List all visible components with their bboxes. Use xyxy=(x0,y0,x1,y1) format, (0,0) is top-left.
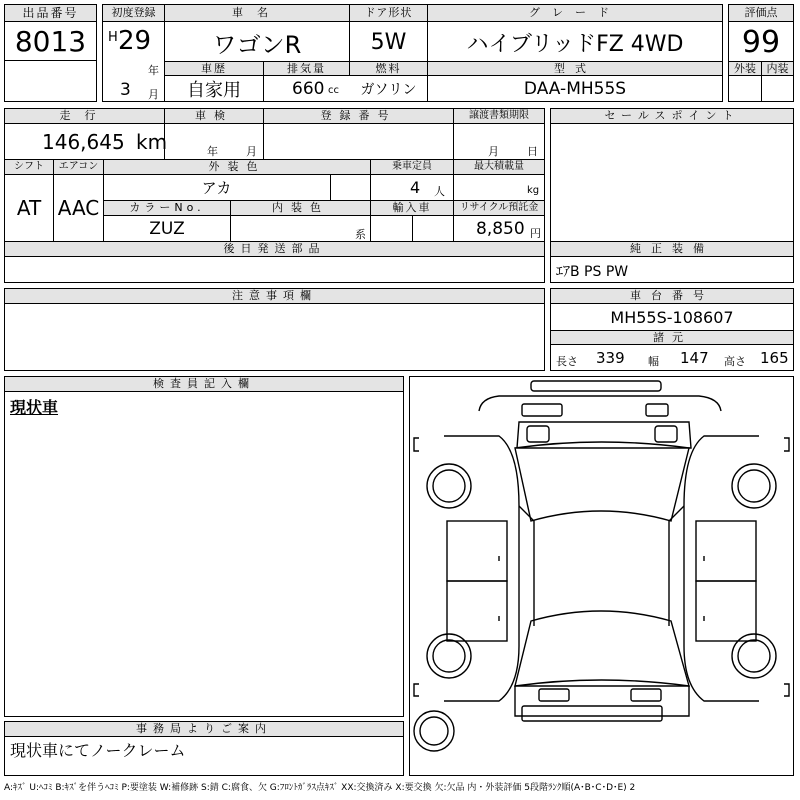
reg-year: 29 xyxy=(118,26,152,56)
inspection-year-unit: 年 xyxy=(207,145,218,158)
aircon-value: AAC xyxy=(57,196,100,220)
transfer-label: 譲渡書類期限 xyxy=(453,108,545,124)
lot-number: 8013 xyxy=(14,24,87,58)
height-label: 高さ xyxy=(724,355,746,368)
displacement-value: 660 xyxy=(292,79,325,99)
history-value: 自家用 xyxy=(187,80,241,101)
car-name-label: 車名 xyxy=(164,4,350,22)
score-value: 99 xyxy=(741,24,781,60)
shift-label: シフト xyxy=(4,159,54,175)
reg-number-label: 登録番号 xyxy=(263,108,454,124)
ext-color-label: 外装色 xyxy=(103,159,371,175)
ext-color-value: アカ xyxy=(201,179,232,197)
height-value: 165 xyxy=(760,349,789,367)
score-label: 評価点 xyxy=(728,4,794,22)
model-label: 型式 xyxy=(427,61,723,76)
genuine-value: ｴｱB PS PW xyxy=(556,264,629,280)
transfer-day-unit: 日 xyxy=(527,145,538,158)
reg-year-unit: 年 xyxy=(148,64,159,77)
car-name: ワゴンR xyxy=(212,30,302,59)
recycle-unit: 円 xyxy=(530,227,541,240)
int-color-unit: 系 xyxy=(355,228,366,241)
legend-text: A:ｷｽﾞ U:ﾍｺﾐ B:ｷｽﾞを伴うﾍｺﾐ P:要塗装 W:補修跡 S:錆 C:腐食、欠 G:ﾌﾛﾝﾄｶﾞﾗｽ点ｷｽﾞ XX:交換済み X:要交換 欠:欠品 内・外装評価 5段階ﾗﾝｸ順(A･B･C･D･E) 2 xyxy=(4,783,636,793)
mileage-unit: km xyxy=(136,130,168,154)
inspector-note: 現状車 xyxy=(10,398,59,417)
notes-label: 注意事項欄 xyxy=(4,288,545,304)
chassis-label: 車台番号 xyxy=(550,288,794,304)
genuine-label: 純正装備 xyxy=(550,241,794,257)
capacity-value: 4 xyxy=(410,178,421,197)
capacity-unit: 人 xyxy=(434,185,445,198)
door-shape: 5W xyxy=(370,29,407,55)
later-parts-label: 後日発送部品 xyxy=(4,241,545,257)
reg-label: 初度登録 xyxy=(102,4,165,22)
color-no-value: ZUZ xyxy=(149,218,185,239)
max-load-unit: kg xyxy=(527,185,540,196)
length-label: 長さ xyxy=(556,355,578,368)
mileage-label: 走行 xyxy=(4,108,165,124)
color-no-label: カラーNo. xyxy=(103,200,231,216)
inspection-month-unit: 月 xyxy=(246,145,257,158)
inspector-label: 検査員記入欄 xyxy=(4,376,404,392)
width-label: 幅 xyxy=(648,355,659,368)
sales-point-label: セールスポイント xyxy=(550,108,794,124)
reg-era: H xyxy=(108,30,118,45)
width-value: 147 xyxy=(680,349,709,367)
reg-month: 3 xyxy=(120,80,131,100)
recycle-value: 8,850 xyxy=(476,219,525,239)
int-color-label: 内装色 xyxy=(230,200,371,216)
transfer-month-unit: 月 xyxy=(488,145,499,158)
fuel-label: 燃料 xyxy=(349,61,428,76)
reg-month-unit: 月 xyxy=(148,88,159,101)
lot-label: 出品番号 xyxy=(4,4,97,22)
fuel-value: ガソリン xyxy=(360,82,417,98)
max-load-label: 最大積載量 xyxy=(453,159,545,175)
car-diagram xyxy=(409,376,794,776)
grade-value: ハイブリッドFZ 4WD xyxy=(466,31,684,57)
model-value: DAA-MH55S xyxy=(523,79,627,99)
chassis-value: MH55S-108607 xyxy=(610,307,734,327)
shift-value: AT xyxy=(16,196,42,220)
length-value: 339 xyxy=(596,349,625,367)
office-note: 現状車にてノークレーム xyxy=(10,741,186,760)
import-label: 輸入車 xyxy=(370,200,454,216)
exterior-label: 外装 xyxy=(728,61,762,76)
door-label: ドア形状 xyxy=(349,4,428,22)
displacement-unit: cc xyxy=(328,85,339,96)
capacity-label: 乗車定員 xyxy=(370,159,454,175)
office-label: 事務局よりご案内 xyxy=(4,721,404,737)
interior-label: 内装 xyxy=(761,61,794,76)
inspection-label: 車検 xyxy=(164,108,264,124)
recycle-label: リサイクル預託金 xyxy=(453,200,545,216)
grade-label: グレード xyxy=(427,4,723,22)
displacement-label: 排気量 xyxy=(263,61,350,76)
specs-label: 諸元 xyxy=(550,330,794,345)
mileage-value: 146,645 xyxy=(42,130,125,154)
inspector-box xyxy=(4,376,404,717)
history-label: 車歴 xyxy=(164,61,264,76)
aircon-label: エアコン xyxy=(53,159,104,175)
